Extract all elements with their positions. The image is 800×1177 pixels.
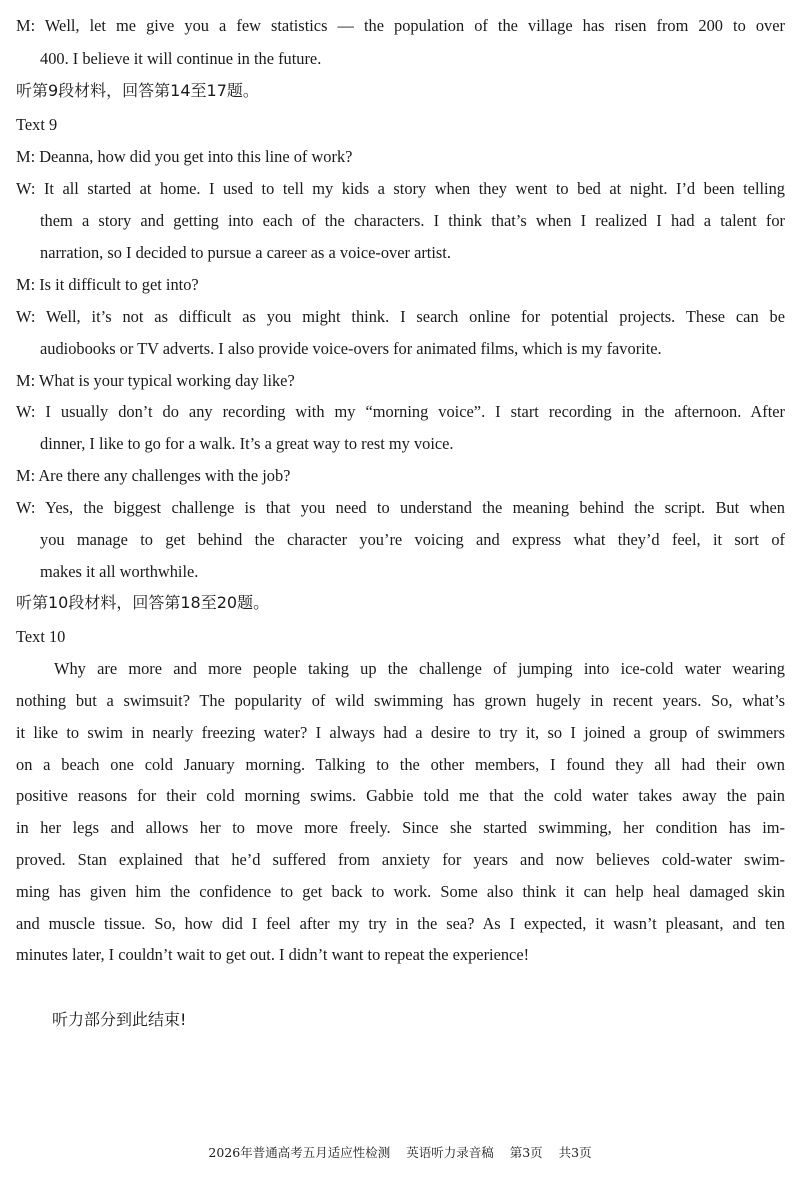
text10-line-10: minutes later, I couldn’t wait to get out. I didn’t want to repeat the experience! <box>16 945 530 964</box>
text10-line-2: nothing but a swimsuit? The popularity of wild swimming has grown hugely in recent years. So, what’s <box>16 691 785 710</box>
text9-line-1: M: Deanna, how did you get into this line of work? <box>16 147 353 166</box>
text8-line-1: M: Well, let me give you a few statistics — the population of the village has risen from 200 to over <box>16 16 785 35</box>
text10-line-5: positive reasons for their cold morning swims. Gabbie told me that the cold water takes away the pain <box>16 786 785 805</box>
text10-line-7: proved. Stan explained that he’d suffered from anxiety for years and now believes cold-water swim- <box>16 850 785 869</box>
text9-line-5: M: Is it difficult to get into? <box>16 275 199 294</box>
instruction-text10: 听第10段材料，回答第18至20题。 <box>16 593 270 612</box>
text9-line-14: makes it all worthwhile. <box>40 562 199 581</box>
text9-line-10: dinner, I like to go for a walk. It’s a great way to rest my voice. <box>40 434 454 453</box>
text10-line-6: in her legs and allows her to move more freely. Since she started swimming, her condition has im- <box>16 818 785 837</box>
footer-total-pages: 共3页 <box>558 1145 592 1160</box>
text9-title: Text 9 <box>16 115 58 134</box>
text10-line-9: and muscle tissue. So, how did I feel after my try in the sea? As I expected, it wasn’t pleasant, and ten <box>16 914 785 933</box>
text10-line-8: ming has given him the confidence to get back to work. Some also think it can help heal damaged skin <box>16 882 785 901</box>
text9-line-6: W: Well, it’s not as difficult as you might think. I search online for potential projects. These can be <box>16 307 785 326</box>
text10-line-4: on a beach one cold January morning. Talking to the other members, I found they all had their own <box>16 755 785 774</box>
footer-exam-title: 2026年普通高考五月适应性检测 <box>208 1145 391 1160</box>
text10-line-1: Why are more and more people taking up the challenge of jumping into ice-cold water wearing <box>54 659 785 678</box>
text10-title: Text 10 <box>16 627 66 646</box>
text9-line-13: you manage to get behind the character you’re voicing and express what they’d feel, it sort of <box>40 530 785 549</box>
footer-page-number: 第3页 <box>509 1145 543 1160</box>
text10-line-3: it like to swim in nearly freezing water? I always had a desire to try it, so I joined a group of swimmers <box>16 723 785 742</box>
text8-line-2: 400. I believe it will continue in the future. <box>40 49 322 68</box>
text9-line-7: audiobooks or TV adverts. I also provide voice-overs for animated films, which is my favorite. <box>40 339 662 358</box>
text9-line-8: M: What is your typical working day like? <box>16 371 295 390</box>
footer-subject: 英语听力录音稿 <box>406 1145 494 1160</box>
page-footer <box>0 1143 800 1161</box>
text9-line-12: W: Yes, the biggest challenge is that you need to understand the meaning behind the script. But when <box>16 498 785 517</box>
text9-line-9: W: I usually don’t do any recording with my “morning voice”. I start recording in the afternoon. After <box>16 402 785 421</box>
closing-note: 听力部分到此结束! <box>52 1010 187 1029</box>
text9-line-4: narration, so I decided to pursue a career as a voice-over artist. <box>40 243 451 262</box>
text9-line-3: them a story and getting into each of the characters. I think that’s when I realized I had a talent for <box>40 211 785 230</box>
instruction-text9: 听第9段材料，回答第14至17题。 <box>16 81 259 100</box>
text9-line-11: M: Are there any challenges with the job? <box>16 466 291 485</box>
text9-line-2: W: It all started at home. I used to tell my kids a story when they went to bed at night. I’d been telling <box>16 179 785 198</box>
